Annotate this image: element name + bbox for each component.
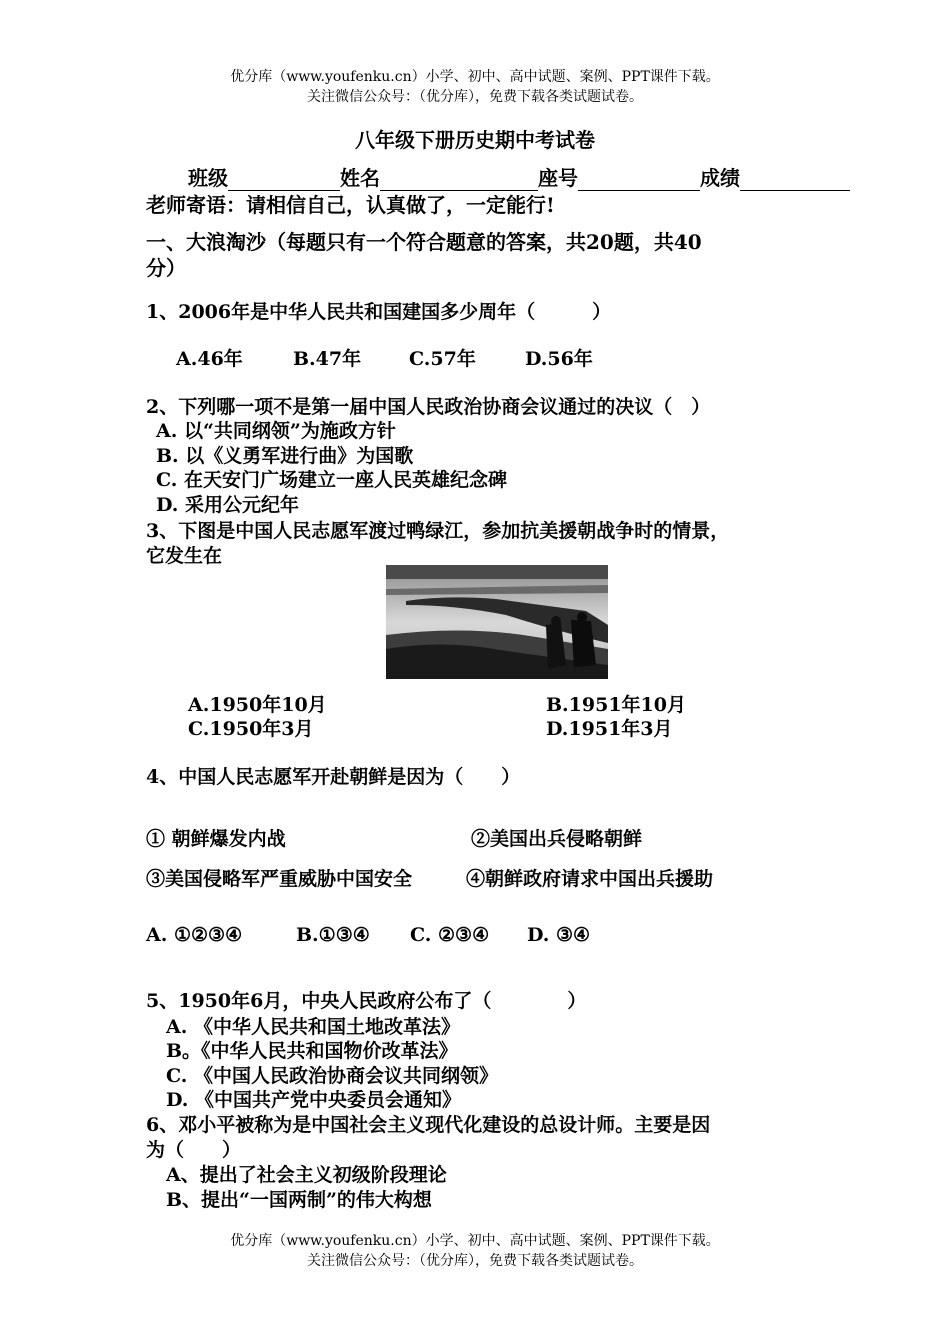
q3-option-a: A.1950年10月 (188, 694, 327, 716)
class-label: 班级 (188, 166, 228, 190)
q4-option-d: D. ③④ (527, 924, 591, 946)
question-3-stem-line-1: 3、下图是中国人民志愿军渡过鸭绿江，参加抗美援朝战争时的情景， (146, 520, 730, 542)
yalu-river-crossing-photo (386, 565, 608, 679)
header-line-1: 优分库（www.youfenku.cn）小学、初中、高中试题、案例、PPT课件下载。 (230, 69, 720, 85)
question-5-stem: 5、1950年6月，中央人民政府公布了（ ） (146, 990, 587, 1012)
name-label: 姓名 (340, 166, 380, 190)
q1-option-b: B.47年 (293, 348, 362, 370)
score-blank[interactable] (740, 170, 850, 191)
q1-option-c: C.57年 (409, 348, 476, 370)
q4-option-b: B.①③④ (296, 924, 370, 946)
q5-option-a: A. 《中华人民共和国土地改革法》 (166, 1016, 460, 1038)
question-4-stem: 4、中国人民志愿军开赴朝鲜是因为（ ） (146, 766, 521, 788)
q1-option-a: A.46年 (176, 348, 243, 370)
section-1-heading-line-1: 一、大浪淘沙（每题只有一个符合题意的答案，共20题，共40 (146, 230, 702, 254)
q3-option-b: B.1951年10月 (546, 694, 686, 716)
q4-option-a: A. ①②③④ (146, 924, 243, 946)
info-row (188, 162, 850, 191)
name-blank[interactable] (380, 170, 538, 191)
q2-option-d: D. 采用公元纪年 (156, 494, 300, 516)
page-title: 八年级下册历史期中考试卷 (355, 128, 595, 152)
score-label: 成绩 (700, 166, 740, 190)
footer-line-2: 关注微信公众号：（优分库），免费下载各类试题试卷。 (307, 1253, 643, 1269)
q4-item-1: ① 朝鲜爆发内战 (146, 828, 286, 850)
q3-option-c: C.1950年3月 (188, 718, 314, 740)
question-6-stem-line-2: 为（ ） (146, 1139, 242, 1161)
seat-blank[interactable] (578, 170, 700, 191)
section-1-heading-line-2: 分） (146, 256, 186, 280)
q2-option-c: C. 在天安门广场建立一座人民英雄纪念碑 (156, 469, 508, 491)
q4-item-4: ④朝鲜政府请求中国出兵援助 (466, 868, 714, 890)
teacher-note: 老师寄语：请相信自己，认真做了，一定能行! (146, 193, 555, 217)
q1-option-d: D.56年 (525, 348, 593, 370)
question-2-stem: 2、下列哪一项不是第一届中国人民政治协商会议通过的决议（ ） (146, 396, 711, 418)
q5-option-c: C. 《中国人民政治协商会议共同纲领》 (166, 1065, 499, 1087)
q6-option-a: A、提出了社会主义初级阶段理论 (166, 1164, 447, 1186)
footer-line-1: 优分库（www.youfenku.cn）小学、初中、高中试题、案例、PPT课件下载。 (230, 1233, 720, 1249)
q5-option-d: D. 《中国共产党中央委员会通知》 (166, 1089, 462, 1111)
q3-option-d: D.1951年3月 (546, 718, 673, 740)
q5-option-b: B。《中华人民共和国物价改革法》 (166, 1040, 458, 1062)
q4-item-2: ②美国出兵侵略朝鲜 (471, 828, 643, 850)
q2-option-b: B. 以《义勇军进行曲》为国歌 (156, 445, 414, 467)
question-1-stem: 1、2006年是中华人民共和国建国多少周年（ ） (146, 301, 612, 323)
q6-option-b: B、提出“一国两制”的伟大构想 (166, 1189, 432, 1211)
q4-option-c: C. ②③④ (410, 924, 490, 946)
header-line-2: 关注微信公众号：（优分库），免费下载各类试题试卷。 (307, 89, 643, 105)
question-6-stem-line-1: 6、邓小平被称为是中国社会主义现代化建设的总设计师。主要是因 (146, 1114, 711, 1136)
q4-item-3: ③美国侵略军严重威胁中国安全 (146, 868, 413, 890)
q2-option-a: A. 以“共同纲领”为施政方针 (156, 420, 396, 442)
question-3-stem-line-2: 它发生在 (146, 545, 223, 567)
class-blank[interactable] (228, 170, 340, 191)
seat-label: 座号 (538, 166, 578, 190)
